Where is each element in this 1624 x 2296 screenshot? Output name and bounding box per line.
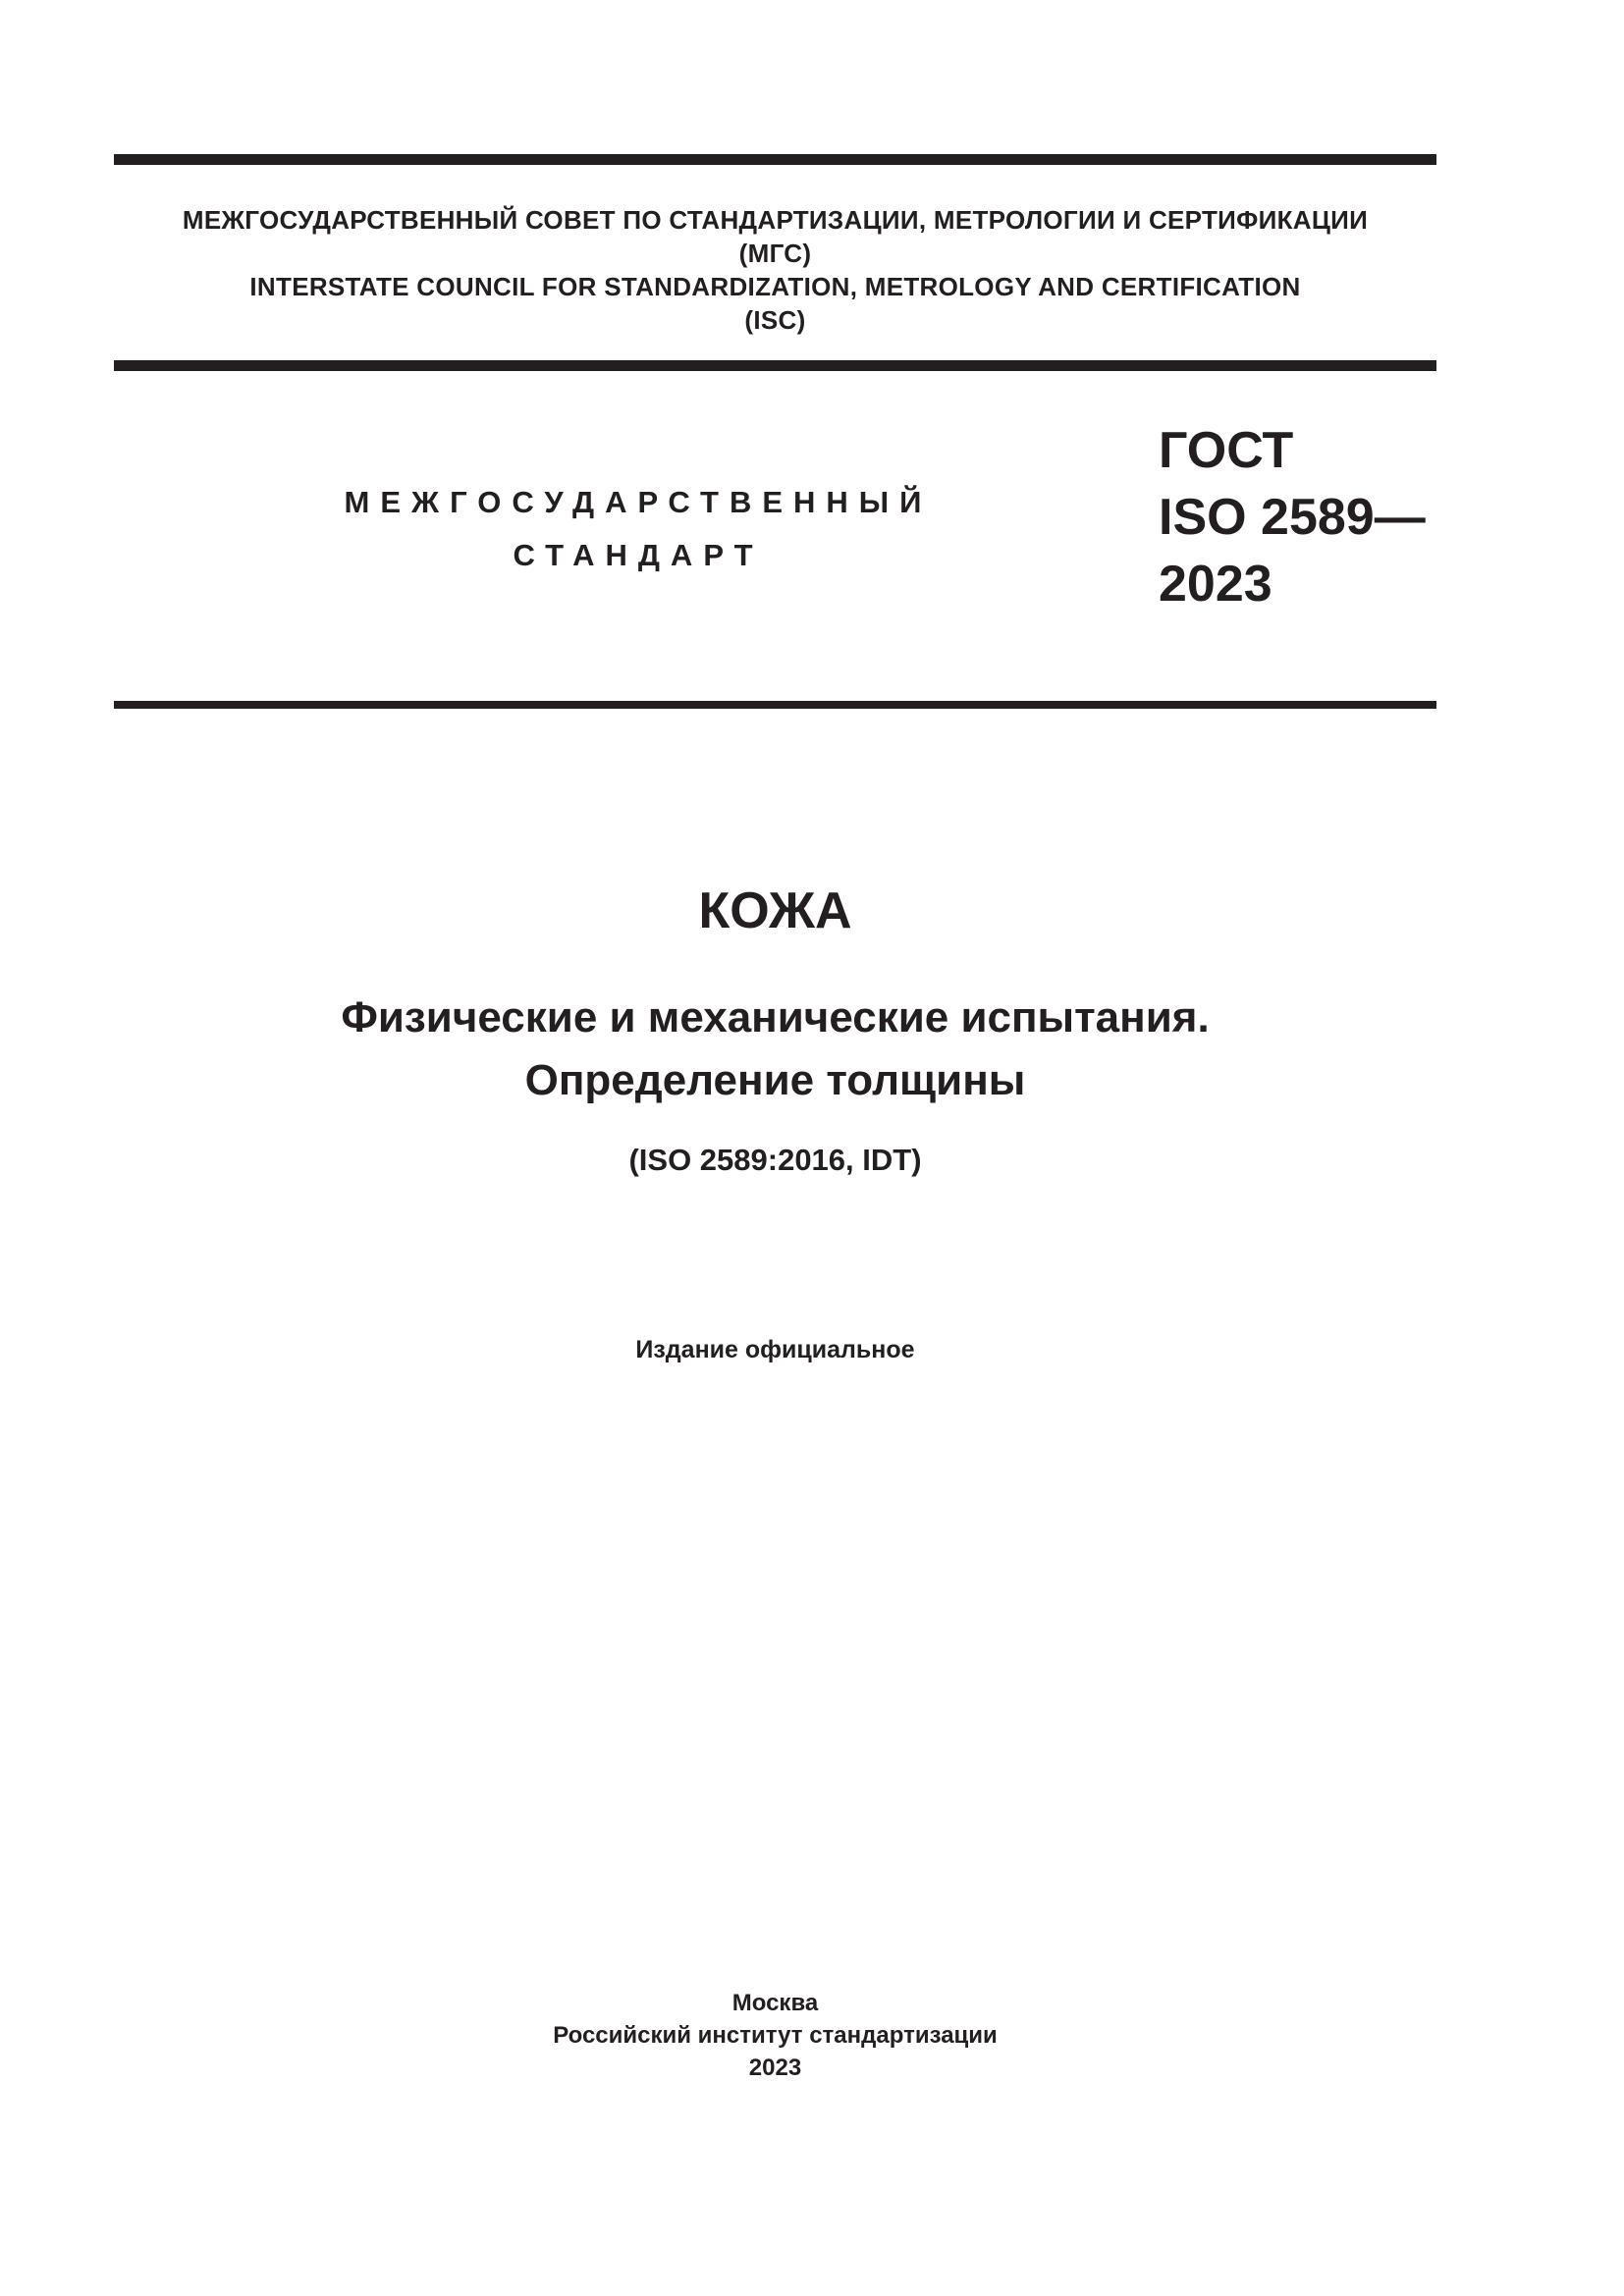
iso-reference: (ISO 2589:2016, IDT)	[628, 1143, 922, 1177]
council-name-ru: МЕЖГОСУДАРСТВЕННЫЙ СОВЕТ ПО СТАНДАРТИЗАЦИИ, МЕТРОЛОГИИ И СЕРТИФИКАЦИИ	[182, 205, 1369, 235]
standard-type-line-2: СТАНДАРТ	[513, 538, 764, 572]
subtitle-line-2: Определение толщины	[524, 1056, 1026, 1104]
standard-type-line-1: МЕЖГОСУДАРСТВЕННЫЙ	[344, 485, 933, 519]
standard-type-label	[295, 476, 982, 582]
top-rule	[114, 154, 1436, 165]
publisher-year: 2023	[748, 2055, 802, 2081]
council-abbr-en: (ISC)	[744, 305, 806, 335]
publisher-city: Москва	[731, 1990, 819, 2016]
title-block-rule	[114, 701, 1436, 709]
standard-number-line-2: ISO 2589—	[1159, 489, 1426, 546]
document-title: КОЖА	[698, 882, 852, 939]
council-name-en: INTERSTATE COUNCIL FOR STANDARDIZATION, METROLOGY AND CERTIFICATION	[249, 272, 1301, 301]
header-bottom-rule	[114, 360, 1436, 371]
document-subtitle	[114, 987, 1436, 1112]
standard-number-line-1: ГОСТ	[1159, 422, 1294, 479]
council-abbr-ru: (МГС)	[738, 239, 812, 268]
publisher-institute: Российский институт стандартизации	[553, 2022, 998, 2049]
standard-number-line-3: 2023	[1159, 556, 1272, 613]
edition-note: Издание официальное	[635, 1336, 915, 1363]
council-header	[114, 203, 1436, 337]
standard-number	[1159, 417, 1426, 617]
subtitle-line-1: Физические и механические испытания.	[341, 993, 1210, 1041]
publisher-block	[114, 1987, 1436, 2084]
